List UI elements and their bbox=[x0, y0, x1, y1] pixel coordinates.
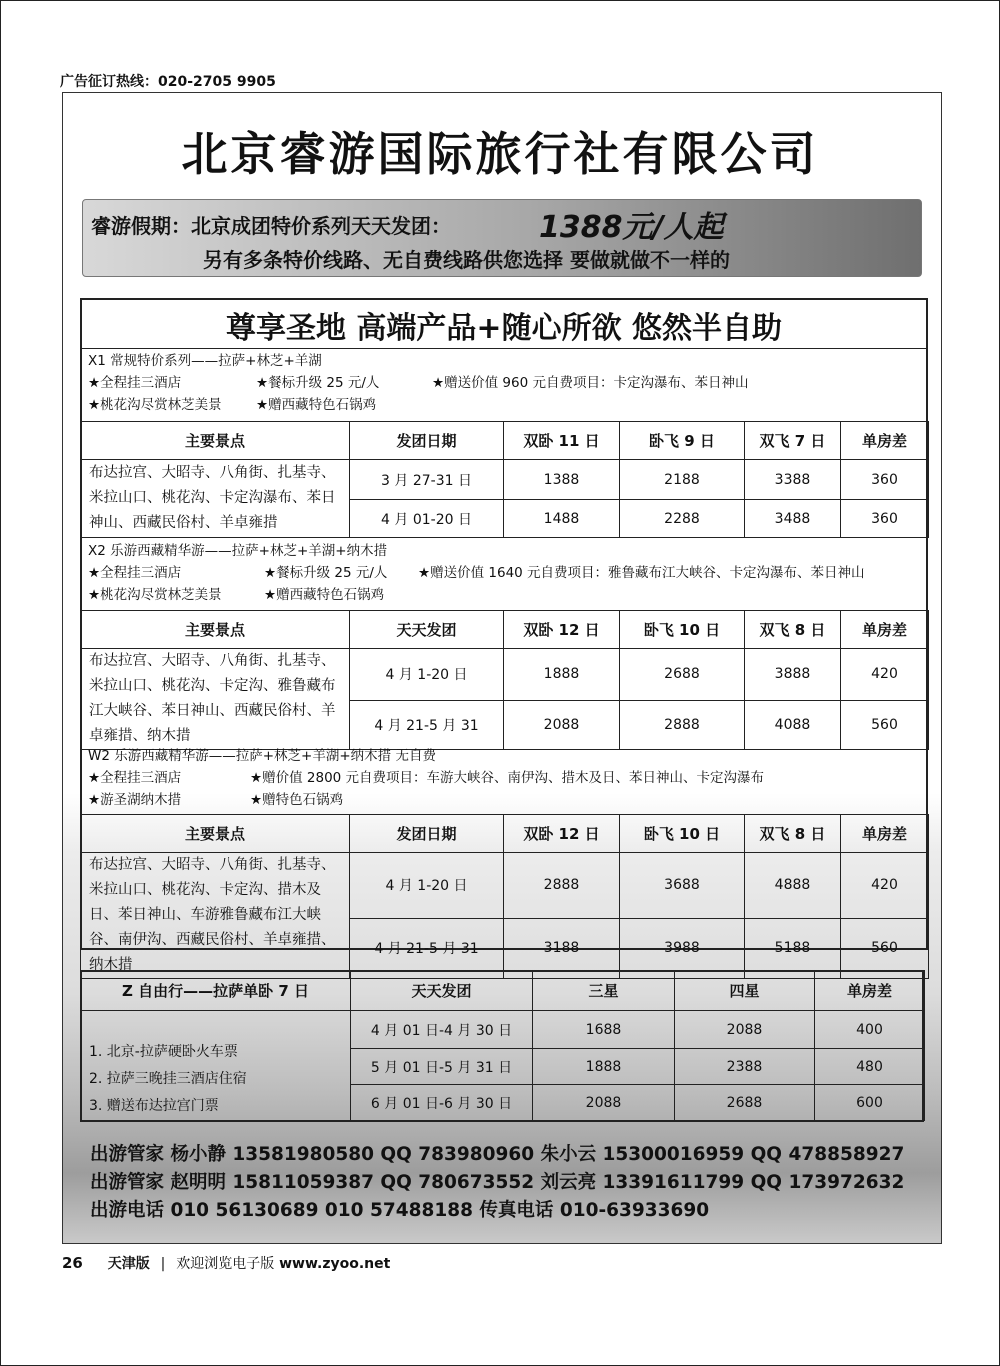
feature: ★全程挂三酒店 bbox=[88, 565, 182, 581]
route-w2-info bbox=[88, 745, 764, 811]
contact-line: 出游管家 杨小静 13581980580 QQ 783980960 朱小云 15300016959 QQ 478858927 bbox=[90, 1144, 905, 1165]
company-title: 北京睿游国际旅行社有限公司 bbox=[181, 127, 819, 181]
route-title: X1 常规特价系列——拉萨+林芝+羊湖 bbox=[88, 353, 322, 369]
header-cell: 卧飞 9 日 bbox=[620, 422, 745, 460]
table-row: 4 月 21-5 月 31 2088 2888 4088 560 bbox=[81, 700, 929, 749]
slogan: 尊享圣地 高端产品+随心所欲 悠然半自助 bbox=[225, 311, 783, 346]
feature: ★赠价值 2800 元自费项目：车游大峡谷、南伊沟、措木及日、苯日神山、卡定沟瀑布 bbox=[250, 770, 765, 786]
header-cell: 双卧 11 日 bbox=[504, 422, 620, 460]
table-row: 布达拉宫、大昭寺、八角街、扎基寺、米拉山口、桃花沟、卡定沟、措木及日、苯日神山、车游雅鲁藏布江大峡谷、南伊沟、西藏民俗村、羊卓雍措、纳木措 4 月 1-20 日 2888 3688 4888 420 bbox=[81, 853, 929, 919]
header-cell: 单房差 bbox=[841, 422, 929, 460]
ad-hotline: 广告征订热线：020-2705 9905 bbox=[60, 74, 276, 90]
feature: ★全程挂三酒店 bbox=[88, 770, 182, 786]
page-number: 26 bbox=[62, 1254, 83, 1272]
list-item: 2. 拉萨三晚挂三酒店住宿 bbox=[89, 1071, 247, 1087]
route-x2-info bbox=[88, 540, 865, 606]
spots-cell: 布达拉宫、大昭寺、八角街、扎基寺、米拉山口、桃花沟、卡定沟瀑布、苯日神山、西藏民俗村、羊卓雍措 bbox=[81, 460, 350, 538]
header-cell: 卧飞 10 日 bbox=[620, 611, 745, 649]
header-cell: 卧飞 10 日 bbox=[620, 815, 745, 853]
header-cell: 主要景点 bbox=[81, 815, 350, 853]
edition: 天津版 bbox=[107, 1256, 150, 1272]
header-cell: 主要景点 bbox=[81, 422, 350, 460]
header-cell: Z 自由行——拉萨单卧 7 日 bbox=[81, 971, 351, 1011]
table-row: 布达拉宫、大昭寺、八角街、扎基寺、米拉山口、桃花沟、卡定沟瀑布、苯日神山、西藏民俗村、羊卓雍措 3 月 27-31 日 1388 2188 3388 360 bbox=[81, 460, 929, 500]
feature: ★桃花沟尽赏林芝美景 bbox=[88, 587, 222, 603]
promo-band bbox=[82, 199, 922, 277]
header-cell: 双飞 7 日 bbox=[745, 422, 841, 460]
header-cell: 双飞 8 日 bbox=[745, 611, 841, 649]
feature: ★全程挂三酒店 bbox=[88, 375, 182, 391]
header-cell: 单房差 bbox=[815, 971, 925, 1011]
list-item: 3. 赠送布达拉宫门票 bbox=[89, 1098, 219, 1114]
header-cell: 双卧 12 日 bbox=[504, 815, 620, 853]
table-row: 5 月 01 日-5 月 31 日 1888 2388 480 bbox=[81, 1049, 925, 1085]
route-x2-table bbox=[80, 610, 929, 750]
route-title: X2 乐游西藏精华游——拉萨+林芝+羊湖+纳木措 bbox=[88, 543, 388, 559]
feature: ★赠西藏特色石锅鸡 bbox=[256, 397, 377, 413]
feature: ★餐标升级 25 元/人 bbox=[256, 375, 380, 391]
feature: ★赠送价值 960 元自费项目：卡定沟瀑布、苯日神山 bbox=[432, 375, 749, 391]
feature: ★赠西藏特色石锅鸡 bbox=[264, 587, 385, 603]
header-cell: 发团日期 bbox=[350, 422, 504, 460]
divider bbox=[80, 348, 928, 349]
promo-subline: 另有多条特价线路、无自费线路供您选择 要做就做不一样的 bbox=[203, 248, 730, 272]
contact-line: 出游管家 赵明明 15811059387 QQ 780673552 刘云亮 13391611799 QQ 173972632 bbox=[90, 1172, 905, 1193]
footer-text: 欢迎浏览电子版 bbox=[176, 1256, 275, 1272]
table-row: 1. 北京-拉萨硬卧火车票 2. 拉萨三晚挂三酒店住宿 3. 赠送布达拉宫门票 4 月 01 日-4 月 30 日 1688 2088 400 bbox=[81, 1011, 925, 1049]
website-link[interactable]: www.zyoo.net bbox=[279, 1256, 391, 1272]
package-list bbox=[81, 1011, 351, 1121]
route-z-table bbox=[80, 970, 925, 1121]
table-row: 4 月 01-20 日 1488 2288 3488 360 bbox=[81, 500, 929, 538]
header-cell: 单房差 bbox=[841, 611, 929, 649]
table-row: 6 月 01 日-6 月 30 日 2088 2688 600 bbox=[81, 1085, 925, 1121]
spots-cell: 布达拉宫、大昭寺、八角街、扎基寺、米拉山口、桃花沟、卡定沟、雅鲁藏布江大峡谷、苯日神山、西藏民俗村、羊卓雍措、纳木措 bbox=[81, 649, 350, 750]
header-cell: 四星 bbox=[675, 971, 815, 1011]
page-footer bbox=[62, 1253, 390, 1273]
header-cell: 三星 bbox=[533, 971, 675, 1011]
feature: ★餐标升级 25 元/人 bbox=[264, 565, 388, 581]
header-cell: 天天发团 bbox=[350, 611, 504, 649]
list-item: 1. 北京-拉萨硬卧火车票 bbox=[89, 1044, 238, 1060]
header-cell: 发团日期 bbox=[350, 815, 504, 853]
promo-price: 1388元/人起 bbox=[539, 210, 724, 245]
header-cell: 单房差 bbox=[841, 815, 929, 853]
promo-headline: 睿游假期：北京成团特价系列天天发团： bbox=[91, 214, 451, 238]
header-cell: 双卧 12 日 bbox=[504, 611, 620, 649]
feature: ★桃花沟尽赏林芝美景 bbox=[88, 397, 222, 413]
route-x1-info bbox=[88, 350, 748, 416]
route-title: W2 乐游西藏精华游——拉萨+林芝+羊湖+纳木措 无自费 bbox=[88, 748, 436, 764]
feature: ★游圣湖纳木措 bbox=[88, 792, 182, 808]
header-cell: 双飞 8 日 bbox=[745, 815, 841, 853]
spots-cell: 布达拉宫、大昭寺、八角街、扎基寺、米拉山口、桃花沟、卡定沟、措木及日、苯日神山、车游雅鲁藏布江大峡谷、南伊沟、西藏民俗村、羊卓雍措、纳木措 bbox=[81, 853, 350, 979]
footer-separator: | bbox=[160, 1256, 166, 1272]
table-row: 4 月 21-5 月 31 3188 3988 5188 560 bbox=[81, 918, 929, 978]
route-x1-table bbox=[80, 421, 929, 538]
feature: ★赠送价值 1640 元自费项目：雅鲁藏布江大峡谷、卡定沟瀑布、苯日神山 bbox=[418, 565, 865, 581]
feature: ★赠特色石锅鸡 bbox=[250, 792, 344, 808]
header-cell: 主要景点 bbox=[81, 611, 350, 649]
contact-line: 出游电话 010 56130689 010 57488188 传真电话 010-63933690 bbox=[90, 1200, 710, 1221]
table-row: 布达拉宫、大昭寺、八角街、扎基寺、米拉山口、桃花沟、卡定沟、雅鲁藏布江大峡谷、苯日神山、西藏民俗村、羊卓雍措、纳木措 4 月 1-20 日 1888 2688 3888 420 bbox=[81, 649, 929, 701]
route-w2-table bbox=[80, 814, 929, 979]
header-cell: 天天发团 bbox=[351, 971, 533, 1011]
